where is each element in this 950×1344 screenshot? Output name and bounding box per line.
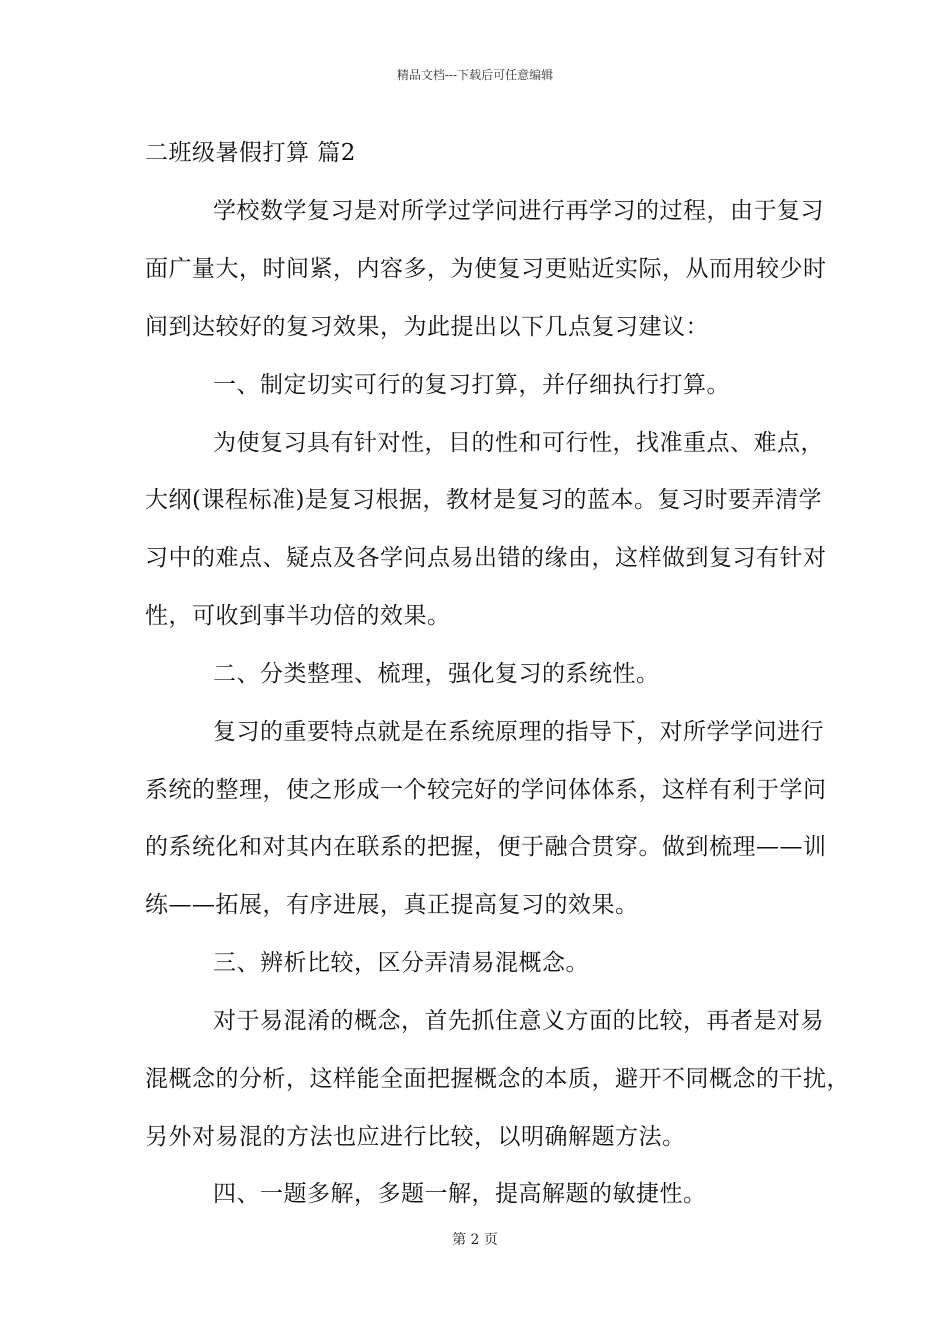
page-header: 精品文档---下载后可任意编辑 — [396, 68, 554, 82]
paragraph-line: 练——拓展，有序进展，真正提高复习的效果。 — [145, 892, 639, 918]
paragraph-line: 习中的难点、疑点及各学问点易出错的缘由，这样做到复习有针对 — [145, 545, 827, 571]
paragraph-line: 混概念的分析，这样能全面把握概念的本质，避开不同概念的干扰， — [145, 1066, 850, 1092]
section-heading: 二、分类整理、梳理，强化复习的系统性。 — [213, 661, 660, 687]
paragraph-line: 复习的重要特点就是在系统原理的指导下，对所学学问进行 — [213, 719, 824, 745]
paragraph-line: 性，可收到事半功倍的效果。 — [145, 603, 451, 629]
paragraph-line: 面广量大，时间紧，内容多，为使复习更贴近实际，从而用较少时 — [145, 256, 827, 282]
paragraph-line: 间到达较好的复习效果，为此提出以下几点复习建议： — [145, 314, 709, 340]
section-heading: 三、辨析比较，区分弄清易混概念。 — [213, 950, 589, 976]
paragraph-line: 的系统化和对其内在联系的把握，便于融合贯穿。做到梳理——训 — [145, 834, 827, 860]
paragraph-line: 系统的整理，使之形成一个较完好的学问体体系，这样有利于学问 — [145, 777, 827, 803]
section-heading: 一、制定切实可行的复习打算，并仔细执行打算。 — [213, 372, 730, 398]
paragraph-line: 学校数学复习是对所学过学问进行再学习的过程，由于复习 — [213, 198, 824, 224]
paragraph-line: 大纲(课程标准)是复习根据，教材是复习的蓝本。复习时要弄清学 — [145, 487, 822, 513]
paragraph-line: 为使复习具有针对性，目的性和可行性，找准重点、难点， — [213, 430, 824, 456]
paragraph-line: 对于易混淆的概念，首先抓住意义方面的比较，再者是对易 — [213, 1008, 824, 1034]
page-number: 第 2 页 — [452, 1232, 498, 1248]
document-title: 二班级暑假打算 篇2 — [145, 140, 356, 166]
paragraph-line: 另外对易混的方法也应进行比较，以明确解题方法。 — [145, 1124, 686, 1150]
section-heading: 四、一题多解，多题一解，提高解题的敏捷性。 — [213, 1181, 707, 1207]
